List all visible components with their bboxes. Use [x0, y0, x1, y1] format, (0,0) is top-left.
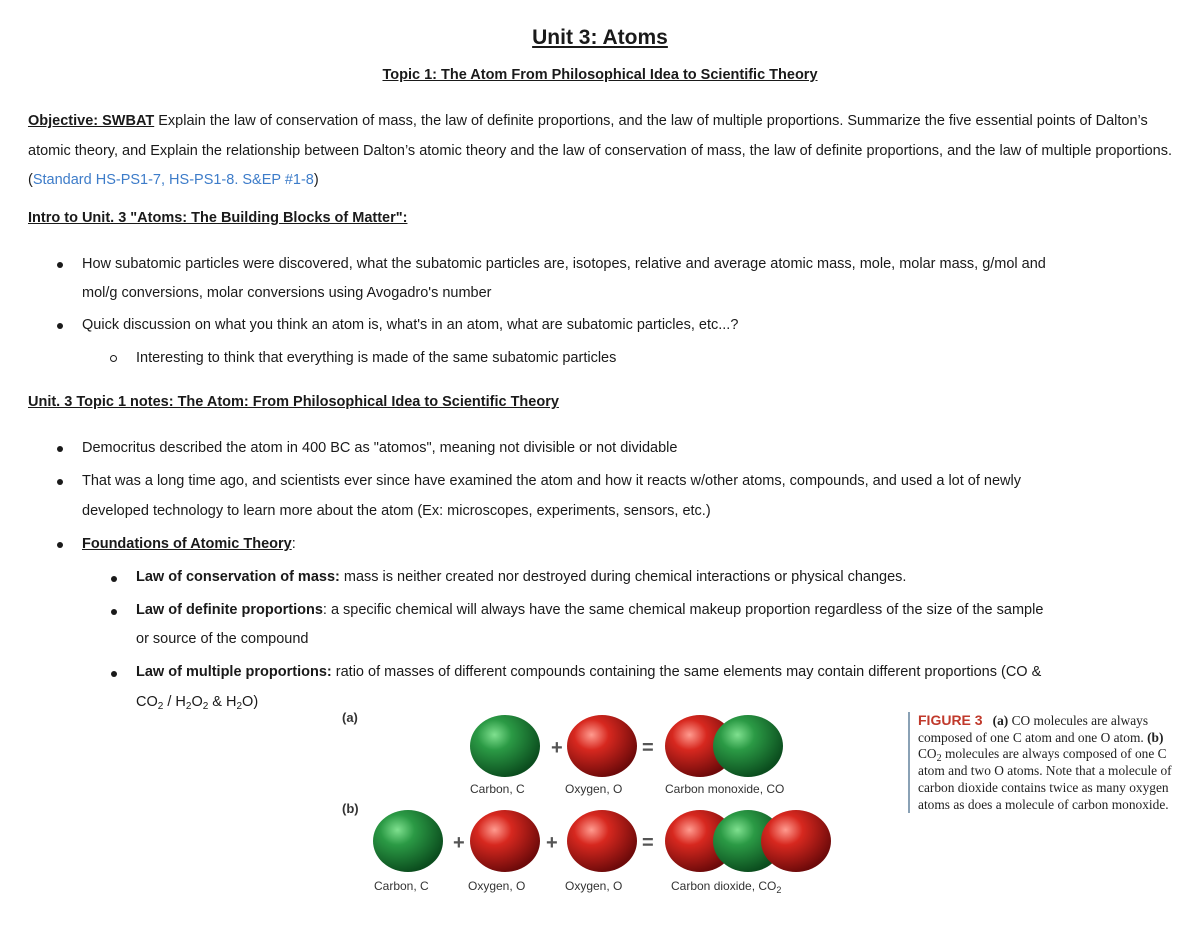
- objective-label: Objective: SWBAT: [28, 113, 155, 129]
- foundations-colon: :: [291, 536, 296, 552]
- oxygen-label: Oxygen, O: [468, 879, 526, 893]
- plus-sign: +: [546, 832, 558, 854]
- carbon-atom: [713, 715, 783, 777]
- bullet-icon: [111, 576, 117, 582]
- carbon-atom: [470, 715, 540, 777]
- oxygen-atom: [567, 810, 637, 872]
- formula-part: CO: [136, 694, 158, 710]
- plus-sign: +: [453, 832, 465, 854]
- caption-text: CO molecules are always composed of one C atom and one O atom.: [918, 713, 1149, 745]
- formula-subscript: 2: [236, 701, 243, 712]
- formula-part: O): [242, 694, 259, 710]
- law-conservation-label: Law of conservation of mass:: [136, 569, 340, 585]
- law-definite-item: [136, 596, 1196, 626]
- equals-sign: =: [642, 832, 654, 854]
- part-b-label: (b): [342, 801, 359, 816]
- caption-tag: (b): [1147, 729, 1164, 745]
- law-definite-text: : a specific chemical will always have the same chemical makeup proportion regardless of the size of the sample: [322, 602, 1044, 618]
- law-conservation-text: mass is neither created nor destroyed during chemical interactions or physical changes.: [339, 569, 907, 585]
- carbon-label: Carbon, C: [374, 879, 429, 893]
- formula-part: / H: [163, 694, 186, 710]
- bullet-icon: [111, 671, 117, 677]
- circle-bullet-icon: [110, 355, 117, 362]
- carbon-dioxide-subscript: 2: [776, 885, 782, 895]
- equals-sign: =: [642, 737, 654, 759]
- intro-bullet-1: How subatomic particles were discovered, what the subatomic particles are, isotopes, relative and average atomic mass, mole, molar mass, g/mol and: [82, 256, 1046, 272]
- law-multiple-label: Law of multiple proportions:: [136, 664, 332, 680]
- carbon-monoxide-label: Carbon monoxide, CO: [665, 782, 785, 796]
- carbon-dioxide-text: Carbon dioxide, CO: [671, 879, 777, 893]
- notes-bullet-1: Democritus described the atom in 400 BC as "atomos", meaning not divisible or not dividable: [82, 440, 678, 456]
- carbon-atom: [373, 810, 443, 872]
- oxygen-label: Oxygen, O: [565, 879, 623, 893]
- formula-subscript: 2: [157, 701, 164, 712]
- formula-subscript: 2: [202, 701, 209, 712]
- law-conservation-item: [136, 563, 1196, 593]
- caption-subscript: 2: [936, 753, 942, 765]
- standard-link[interactable]: Standard HS-PS1-7, HS-PS1-8. S&EP #1-8: [32, 172, 314, 188]
- plus-sign: +: [551, 737, 563, 759]
- bullet-icon: [57, 323, 63, 329]
- law-multiple-text: ratio of masses of different compounds containing the same elements may contain different proportions (CO &: [331, 664, 1042, 680]
- objective-paragraph: [28, 107, 1188, 196]
- molecule-figure: [330, 700, 850, 900]
- figure-caption: [908, 712, 1188, 813]
- topic-subtitle: Topic 1: The Atom From Philosophical Idea to Scientific Theory: [382, 67, 818, 83]
- notes-bullet-2-cont: developed technology to learn more about the atom (Ex: microscopes, experiments, sensors, etc.): [82, 503, 711, 519]
- foundations-item: [82, 530, 682, 560]
- law-definite-label: Law of definite proportions: [136, 602, 323, 618]
- oxygen-atom: [470, 810, 540, 872]
- carbon-dioxide-label: [671, 879, 781, 895]
- intro-bullet-2: Quick discussion on what you think an atom is, what's in an atom, what are subatomic particles, etc...?: [82, 317, 739, 333]
- foundations-label: Foundations of Atomic Theory: [82, 536, 292, 552]
- oxygen-atom: [761, 810, 831, 872]
- notes-bullet-2: That was a long time ago, and scientists ever since have examined the atom and how it reacts w/other atoms, compounds, and used a lot of newly: [82, 473, 1021, 489]
- formula-subscript: 2: [185, 701, 192, 712]
- carbon-label: Carbon, C: [470, 782, 525, 796]
- caption-tag: (a): [992, 713, 1009, 728]
- bullet-icon: [57, 479, 63, 485]
- oxygen-label: Oxygen, O: [565, 782, 623, 796]
- bullet-icon: [57, 446, 63, 452]
- intro-sub-bullet-1: Interesting to think that everything is made of the same subatomic particles: [136, 350, 617, 366]
- bullet-icon: [111, 609, 117, 615]
- intro-heading: Intro to Unit. 3 "Atoms: The Building Blocks of Matter":: [28, 210, 408, 226]
- formula-part: O: [191, 694, 203, 710]
- formula-part: & H: [208, 694, 237, 710]
- part-a-label: (a): [342, 710, 358, 725]
- figure-caption-label: FIGURE 3: [918, 712, 983, 728]
- notes-heading: Unit. 3 Topic 1 notes: The Atom: From Philosophical Idea to Scientific Theory: [28, 394, 559, 410]
- bullet-icon: [57, 262, 63, 268]
- oxygen-atom: [567, 715, 637, 777]
- caption-text: molecules are always composed of one C atom and two O atoms. Note that a molecule of carbon dioxide contains twice as many oxygen atoms as does a molecule of carbon monoxide.: [918, 746, 1172, 812]
- objective-text: Explain the law of conservation of mass, the law of definite proportions, and the law of multiple proportions. Summarize the five essential points of Dalton’s atomic theory, and Explain the relationship between Dalton’s atomic theory and the law of conservation of mass, the law of definite proportions, and the law of multiple proportions. (: [28, 113, 1172, 188]
- page-title: Unit 3: Atoms: [532, 26, 668, 49]
- law-definite-cont: or source of the compound: [136, 631, 309, 647]
- intro-bullet-1-cont: mol/g conversions, molar conversions using Avogadro's number: [82, 285, 492, 301]
- bullet-icon: [57, 542, 63, 548]
- objective-close: ): [313, 172, 319, 188]
- caption-text: CO: [918, 746, 937, 762]
- law-multiple-item: [136, 658, 1196, 688]
